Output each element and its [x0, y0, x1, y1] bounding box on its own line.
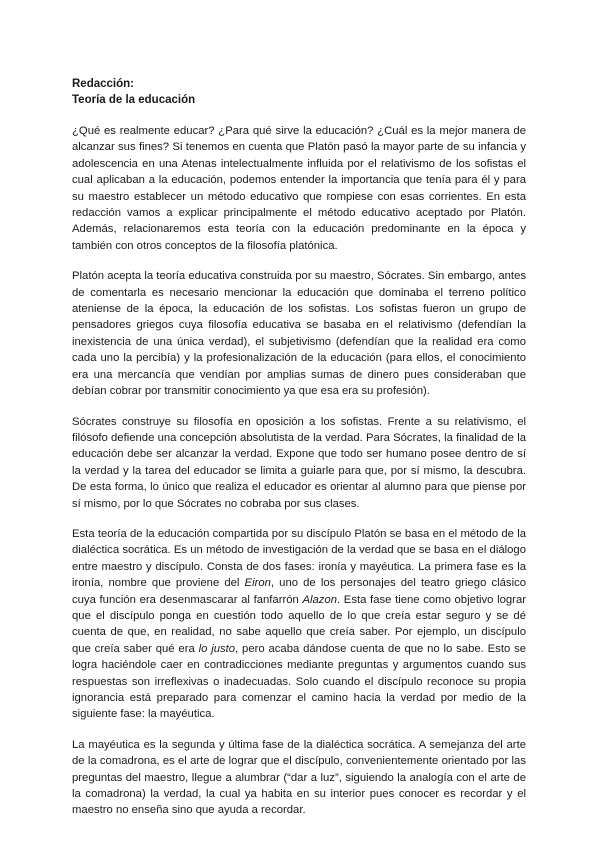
paragraph-4-part-d: , pero acaba dándose cuenta de que no lo sabe. Esto se logra haciéndole caer en contradicciones mediante preguntas y argumentos cuando sus respuestas son irreflexivas o inadecuadas. Solo cuando el discípulo reconoce su propia ignorancia está preparado para comenzar el camino hacia la verdad por medio de la siguiente fase: la mayéutica.	[72, 642, 527, 721]
eiron-term: Eiron	[244, 577, 271, 590]
title-line-2: Teoría de la educación	[72, 94, 196, 106]
title-line-1: Redacción:	[72, 78, 134, 90]
document-body	[72, 123, 526, 833]
alazon-term: Alazon	[302, 593, 337, 606]
paragraph-4-part-a: Esta teoría de la educación compartida por su discípulo Platón se basa en el método de la dialéctica socrática. Es un método de investigación de la verdad que se basa en el diálogo entre maestro y discípulo. Consta de dos fases: ironía y mayéutica. La primera fase es la ironía, nombre que proviene del	[72, 527, 526, 590]
paragraph-4	[72, 526, 526, 723]
paragraph-4-part-c: . Esta fase tiene como objetivo lograr que el discípulo ponga en cuestión todo aquello de lo que creía estar seguro y se dé cuenta de que, en realidad, no sabe aquello que creía saber. Por ejemplo, un discípulo que creía saber qué era	[72, 593, 526, 655]
paragraph-4-part-b: , uno de los personajes del teatro griego clásico cuya función era desenmascarar al fanfarrón	[72, 577, 527, 606]
paragraph-2: Platón acepta la teoría educativa construida por su maestro, Sócrates. Sin embargo, antes de comentarla es necesario mencionar la educación que dominaba el terreno político ateniense de la época, la educación de los sofistas. Los sofistas fueron un grupo de pensadores griegos cuya filosofía educativa se basaba en el relativismo (defendían la inexistencia de una única verdad), el subjetivismo (defendían que la realidad era como cada uno la percibía) y la profesionalización de la educación (para ellos, el conocimiento era una mercancía que vendían por amplias sumas de dinero pues consideraban que debían cobrar por transmitir conocimiento ya que esa era su profesión).	[72, 270, 526, 398]
paragraph-3: Sócrates construye su filosofía en oposición a los sofistas. Frente a su relativismo, el filósofo defiende una concepción absolutista de la verdad. Para Sócrates, la finalidad de la educación debe ser alcanzar la verdad. Expone que todo ser humano posee dentro de sí la verdad y la tarea del educador se limita a guiarle para que, por sí mismo, la descubra. De esta forma, lo único que realiza el educador es orientar al alumno para que piense por sí mismo, por lo que Sócrates no cobraba por sus clases.	[72, 415, 526, 510]
paragraph-5: La mayéutica es la segunda y última fase de la dialéctica socrática. A semejanza del arte de la comadrona, es el arte de lograr que el discípulo, convenientemente orientado por las preguntas del maestro, llegue a alumbrar (“dar a luz”, siguiendo la analogía con el arte de la comadrona) la verdad, la cual ya habita en su interior pues conocer es recordar y el maestro no enseña sino que ayuda a recordar.	[72, 738, 526, 817]
lo-justo-term: lo justo	[198, 642, 236, 655]
document-title	[72, 76, 195, 108]
paragraph-1: ¿Qué es realmente educar? ¿Para qué sirve la educación? ¿Cuál es la mejor manera de alcanzar sus fines? Si tenemos en cuenta que Platón pasó la mayor parte de su infancia y adolescencia en una Atenas intelectualmente influida por el relativismo de los sofistas el cual aplicaban a la educación, podemos entender la importancia que tenía para él y para su maestro establecer un método educativo que rompiese con esas corrientes. En esta redacción vamos a explicar principalmente el método educativo aceptado por Platón. Además, relacionaremos esta teoría con la educación predominante en la época y también con otros conceptos de la filosofía platónica.	[72, 125, 526, 252]
